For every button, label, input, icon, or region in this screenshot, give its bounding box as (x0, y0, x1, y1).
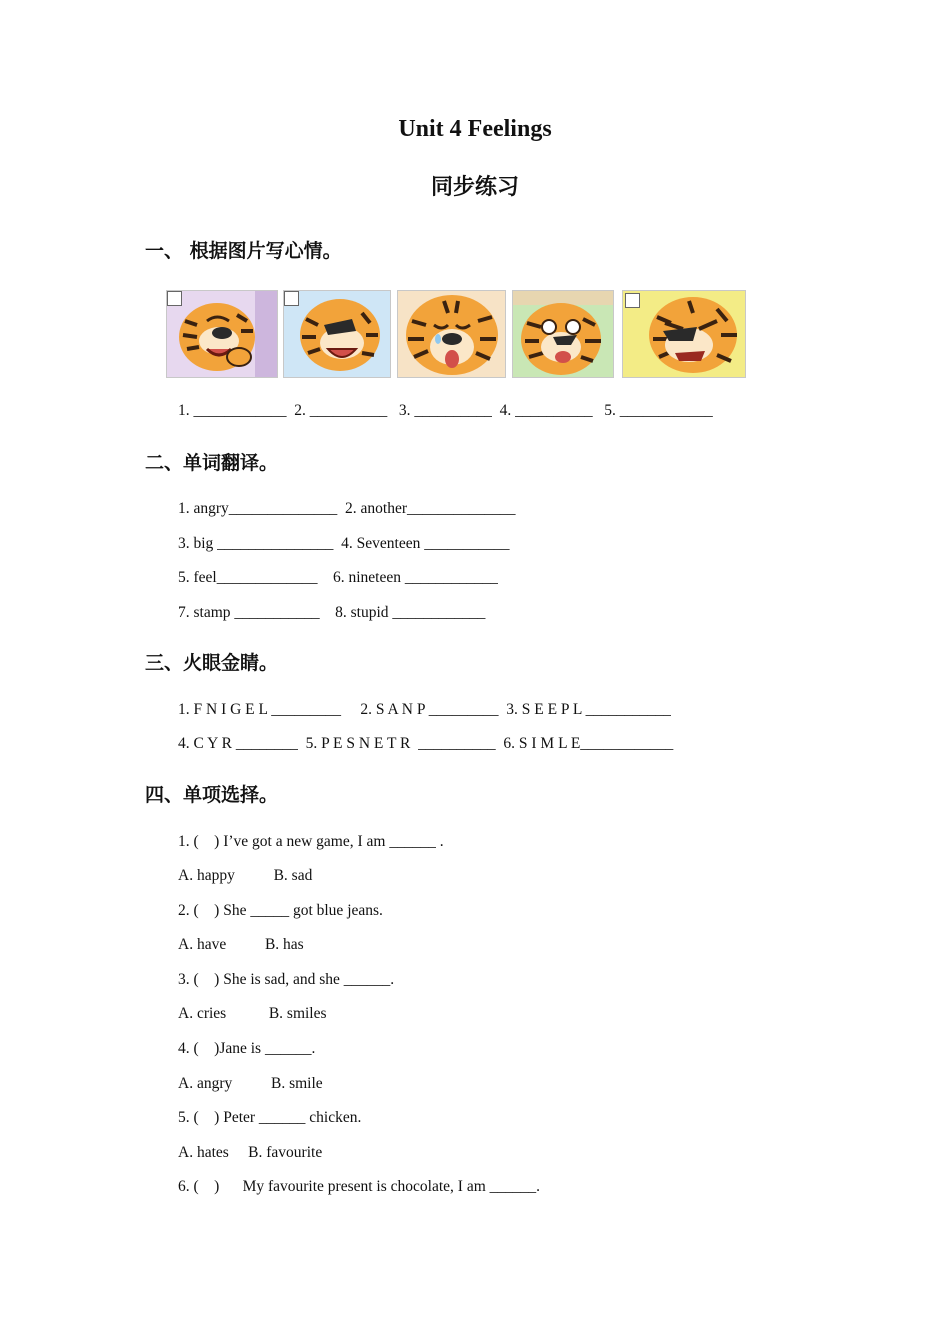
question-3-options[interactable]: A. cries B. smiles (178, 1005, 327, 1022)
answer-checkbox-5[interactable] (625, 293, 640, 308)
page-subtitle: 同步练习 (430, 175, 519, 200)
section-3-heading: 三、火眼金睛。 (145, 652, 279, 674)
question-3[interactable]: 3. ( ) She is sad, and she ______. (178, 971, 395, 988)
picture-3 (397, 290, 506, 378)
tiger-laughing-icon (167, 291, 277, 377)
picture-2 (283, 290, 391, 378)
answer-checkbox-1[interactable] (167, 291, 182, 306)
question-5-options[interactable]: A. hates B. favourite (178, 1144, 323, 1161)
page-title: Unit 4 Feelings (398, 116, 552, 142)
question-6[interactable]: 6. ( ) My favourite present is chocolate, I am ______. (178, 1178, 541, 1195)
question-2[interactable]: 2. ( ) She _____ got blue jeans. (178, 902, 383, 919)
question-1[interactable]: 1. ( ) I’ve got a new game, I am ______ . (178, 833, 444, 850)
section-4-heading: 四、单项选择。 (145, 784, 279, 806)
section-1-heading: 一、 根据图片写心情。 (145, 240, 342, 262)
question-4-options[interactable]: A. angry B. smile (178, 1075, 323, 1092)
section-2-heading: 二、单词翻译。 (145, 452, 279, 474)
tiger-surprised-icon (513, 291, 613, 377)
translation-line[interactable]: 7. stamp ___________ 8. stupid ____________ (178, 604, 486, 621)
picture-4 (512, 290, 614, 378)
picture-1 (166, 290, 278, 378)
question-1-options[interactable]: A. happy B. sad (178, 867, 313, 884)
question-4[interactable]: 4. ( )Jane is ______. (178, 1040, 316, 1057)
question-2-options[interactable]: A. have B. has (178, 936, 304, 953)
translation-line[interactable]: 3. big _______________ 4. Seventeen ___________ (178, 535, 510, 552)
section-1-blanks[interactable]: 1. ____________ 2. __________ 3. __________ 4. __________ 5. ____________ (178, 402, 713, 419)
translation-line[interactable]: 1. angry______________ 2. another______________ (178, 500, 516, 517)
translation-line[interactable]: 5. feel_____________ 6. nineteen ____________ (178, 569, 498, 586)
unscramble-line[interactable]: 1. F N I G E L _________ 2. S A N P _________ 3. S E E P L ___________ (178, 701, 671, 718)
tiger-happy-icon (284, 291, 390, 377)
tiger-angry-icon (623, 291, 745, 377)
question-5[interactable]: 5. ( ) Peter ______ chicken. (178, 1109, 362, 1126)
picture-5 (622, 290, 746, 378)
tiger-crying-icon (398, 291, 505, 377)
answer-checkbox-2[interactable] (284, 291, 299, 306)
unscramble-line[interactable]: 4. C Y R ________ 5. P E S N E T R __________ 6. S I M L E____________ (178, 735, 674, 752)
